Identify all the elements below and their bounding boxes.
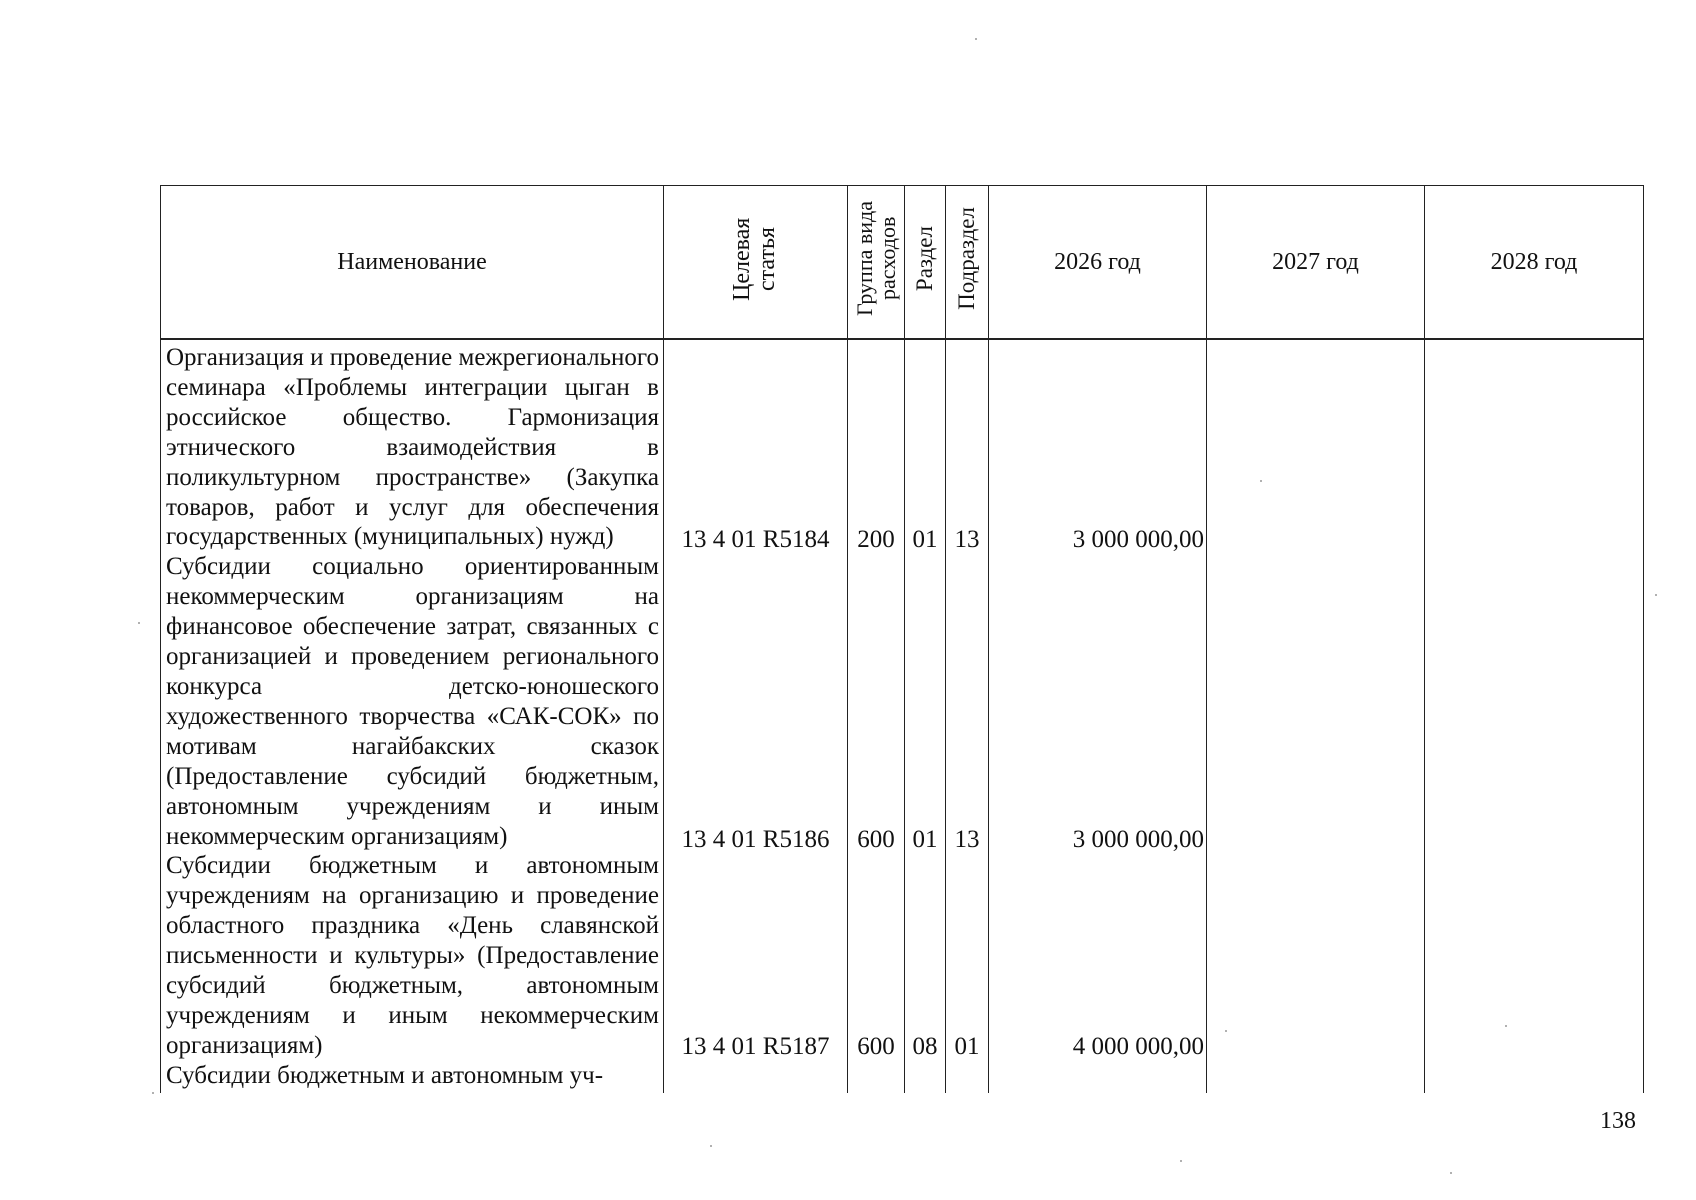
header-year-2026-label: 2026 год — [1054, 248, 1141, 275]
row-amount-2026: 3 000 000,00 — [1072, 826, 1204, 853]
row-expense-group: 200 — [857, 526, 895, 553]
scan-speck — [710, 1145, 712, 1147]
header-target-article-label: Целевая статья — [729, 216, 781, 301]
page-number: 138 — [1600, 1108, 1636, 1134]
row-section: 01 — [912, 826, 938, 853]
row-subsection: 13 — [954, 826, 980, 853]
table-header-row — [161, 186, 1644, 340]
target-article-column — [664, 339, 848, 1093]
scan-speck — [975, 38, 977, 40]
expense-group-column — [848, 339, 905, 1093]
row-expense-group: 600 — [857, 826, 895, 853]
scan-speck — [1180, 1160, 1182, 1162]
header-section — [905, 186, 946, 340]
row-section: 01 — [912, 526, 938, 553]
header-section-label: Раздел — [911, 225, 937, 292]
row-name: Субсидии бюджетным и автономным уч- — [166, 1061, 604, 1089]
scan-speck — [1505, 1025, 1507, 1027]
header-expense-group-label: Группа вида расходов — [851, 201, 900, 316]
header-year-2027-label: 2027 год — [1272, 248, 1359, 275]
year-2026-column — [989, 339, 1207, 1093]
row-amount-2026: 3 000 000,00 — [1072, 526, 1204, 553]
name-column — [161, 339, 664, 1093]
header-year-2028 — [1425, 186, 1644, 340]
header-subsection — [946, 186, 989, 340]
budget-table — [160, 185, 1644, 1093]
scan-speck — [1450, 1172, 1452, 1174]
row-target-article: 13 4 01 R5187 — [681, 1033, 830, 1060]
header-subsection-label: Подраздел — [953, 207, 979, 310]
scan-speck — [1225, 1030, 1227, 1032]
header-year-2027 — [1207, 186, 1425, 340]
header-name-label: Наименование — [337, 248, 487, 275]
scan-speck — [1655, 594, 1657, 596]
header-year-2028-label: 2028 год — [1490, 248, 1578, 275]
subsection-column — [946, 339, 989, 1093]
scan-speck — [152, 1092, 154, 1094]
header-expense-group — [848, 186, 905, 340]
row-expense-group: 600 — [857, 1033, 895, 1060]
header-target-article — [664, 186, 848, 340]
year-2028-column — [1425, 339, 1644, 1093]
scan-speck — [138, 622, 140, 624]
row-subsection: 01 — [954, 1033, 980, 1060]
header-name — [161, 186, 664, 340]
table-body-row — [161, 339, 1644, 1093]
row-amount-2026: 4 000 000,00 — [1072, 1033, 1204, 1060]
year-2027-column — [1207, 339, 1425, 1093]
row-subsection: 13 — [954, 526, 980, 553]
row-target-article: 13 4 01 R5184 — [681, 526, 830, 553]
section-column — [905, 339, 946, 1093]
scan-speck — [1260, 480, 1262, 482]
row-name: Субсидии социально ориентированным некоммерческим организациям на финансовое обеспечение затрат, связанных с организацией и проведением регионального конкурса детско-юношеского художественного творчества «САК-СОК» по мотивам нагайбакских сказок (Предоставление субсидий бюджетным, автономным учреждениям и иным некоммерческим организациям) — [166, 553, 659, 850]
row-name: Организация и проведение межрегионального семинара «Проблемы интеграции цыган в российское общество. Гармонизация этнического взаимодействия в поликультурном пространстве» (Закупка товаров, работ и услуг для обеспечения государственных (муниципальных) нужд) — [166, 344, 659, 551]
header-year-2026 — [989, 186, 1207, 340]
row-name: Субсидии бюджетным и автономным учреждениям на организацию и проведение областного праздника «День славянской письменности и культуры» (Предоставление субсидий бюджетным, автономным учреждениям и иным некоммерческим организациям) — [166, 852, 659, 1059]
budget-table-container — [160, 185, 1643, 1089]
row-section: 08 — [912, 1033, 938, 1060]
row-target-article: 13 4 01 R5186 — [681, 826, 830, 853]
